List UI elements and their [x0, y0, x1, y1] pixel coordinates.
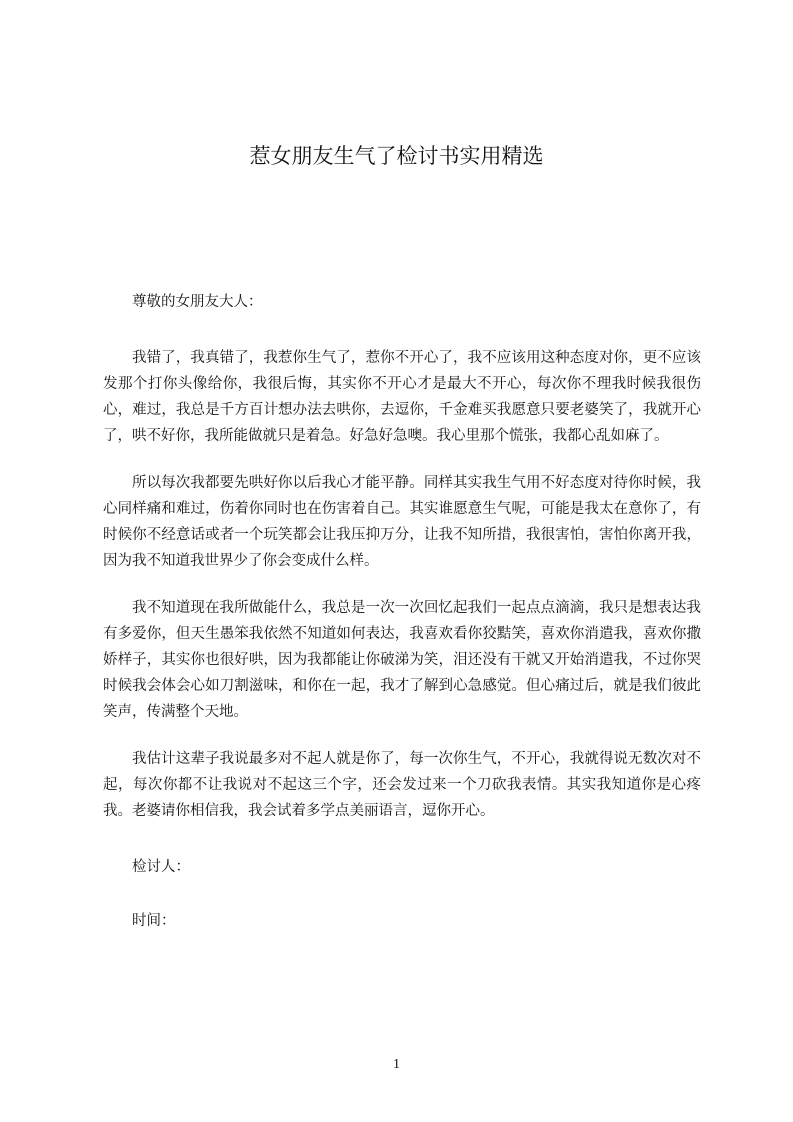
document-body [103, 289, 701, 962]
time-label: 时间： [132, 913, 176, 929]
document-title: 惹女朋友生气了检讨书实用精选 [249, 144, 544, 168]
paragraph-4: 我估计这辈子我说最多对不起人就是你了，每一次你生气，不开心，我就得说无数次对不起，每次你都不让我说对不起这三个字，还会发过来一个刀砍我表情。其实我知道你是心疼我。老婆请你相信我，我会试着多学点美丽语言，逗你开心。 [103, 751, 701, 819]
paragraph-1: 我错了，我真错了，我惹你生气了，惹你不开心了，我不应该用这种态度对你，更不应该发那个打你头像给你，我很后悔，其实你不开心才是最大不开心，每次你不理我时候我很伤心，难过，我总是千方百计想办法去哄你，去逗你，千金难买我愿意只要老婆笑了，我就开心了，哄不好你，我所能做就只是着急。好急好急噢。我心里那个慌张，我都心乱如麻了。 [103, 350, 701, 444]
signer-label: 检讨人： [132, 859, 190, 875]
paragraph-3: 我不知道现在我所做能什么，我总是一次一次回忆起我们一起点点滴滴，我只是想表达我有多爱你，但天生愚笨我依然不知道如何表达，我喜欢看你狡黠笑，喜欢你消遣我，喜欢你撒娇样子，其实你也很好哄，因为我都能让你破涕为笑，泪还没有干就又开始消遣我，不过你哭时候我会体会心如刀割滋味，和你在一起，我才了解到心急感觉。但心痛过后，就是我们彼此笑声，传满整个天地。 [103, 600, 701, 720]
salutation: 尊敬的女朋友大人： [132, 294, 263, 310]
paragraph-2: 所以每次我都要先哄好你以后我心才能平静。同样其实我生气用不好态度对待你时候，我心同样痛和难过，伤着你同时也在伤害着自己。其实谁愿意生气呢，可能是我太在意你了，有时候你不经意话或者一个玩笑都会让我压抑万分，让我不知所措，我很害怕，害怕你离开我，因为我不知道我世界少了你会变成什么样。 [103, 475, 701, 569]
page-number: 1 [393, 1057, 400, 1072]
